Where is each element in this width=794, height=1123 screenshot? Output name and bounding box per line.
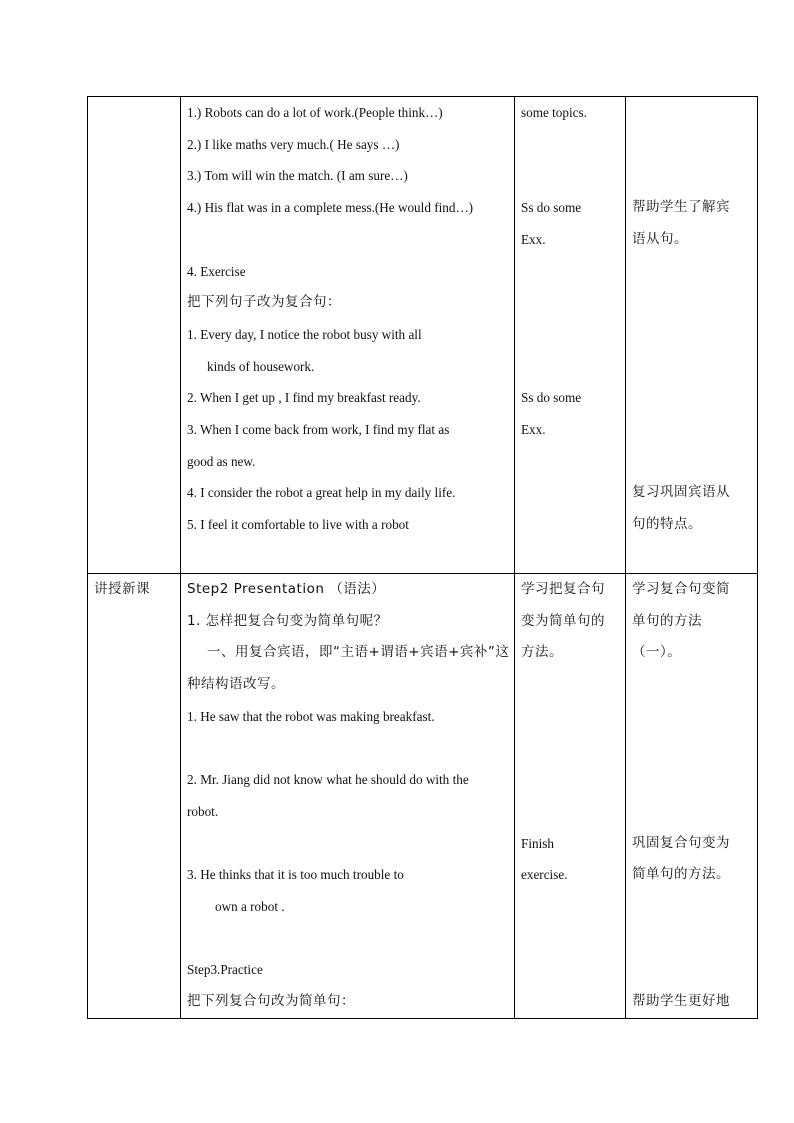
content-line: 2. Mr. Jiang did not know what he should do with the <box>187 772 469 788</box>
activity-line <box>521 319 619 351</box>
content-line: robot. <box>187 803 219 819</box>
purpose-line <box>632 255 751 287</box>
purpose-line <box>632 160 751 192</box>
content-line: 5. I feel it comfortable to live with a robot <box>187 517 409 533</box>
activity-line <box>521 732 619 764</box>
stage-cell <box>88 97 181 574</box>
purpose-line <box>632 129 751 161</box>
activity-line: Exx. <box>521 421 546 437</box>
activity-line <box>521 701 619 733</box>
purpose-line: 句的特点。 <box>632 515 702 532</box>
content-line: 3. He thinks that it is too much trouble to <box>187 867 404 883</box>
content-line: good as new. <box>187 453 256 469</box>
content-line: 3.) Tom will win the match. (I am sure…) <box>187 168 408 184</box>
purpose-line: 语从句。 <box>632 230 688 247</box>
activity-line: some topics. <box>521 105 587 120</box>
lesson-plan-table <box>87 96 758 1019</box>
purpose-line: 复习巩固宾语从 <box>632 484 730 501</box>
content-line: 3. When I come back from work, I find my flat as <box>187 422 450 438</box>
activity-line: Ss do some <box>521 390 582 406</box>
activity-line: 学习把复合句 <box>521 581 605 597</box>
content-line: 1. 怎样把复合句变为简单句呢？ <box>187 612 388 629</box>
activity-line <box>521 764 619 796</box>
purpose-line: （一）。 <box>632 644 682 661</box>
purpose-line: 简单句的方法。 <box>632 866 730 883</box>
activity-line: 变为简单句的 <box>521 612 605 629</box>
purpose-line: 学习复合句变简 <box>632 581 730 597</box>
purpose-line <box>632 732 751 764</box>
purpose-line <box>632 701 751 733</box>
content-line: 4. Exercise <box>187 263 246 279</box>
purpose-line <box>632 923 751 955</box>
teaching-content-cell <box>181 574 515 1019</box>
activity-line: Ss do some <box>521 200 582 216</box>
content-line: 1. Every day, I notice the robot busy with all <box>187 326 422 342</box>
content-line <box>187 923 508 955</box>
activity-line: Finish <box>521 835 554 851</box>
purpose-line <box>632 891 751 923</box>
content-line <box>187 828 508 860</box>
teaching-content-cell <box>181 97 515 574</box>
content-line <box>187 224 508 256</box>
stage-label: 讲授新课 <box>94 581 150 597</box>
activity-line <box>521 255 619 287</box>
purpose-line <box>632 954 751 986</box>
activity-line <box>521 129 619 161</box>
content-line <box>187 733 508 765</box>
activity-line <box>521 351 619 383</box>
content-line: 种结构语改写。 <box>187 676 285 693</box>
purpose-line: 帮助学生更好地 <box>632 993 730 1010</box>
activity-line <box>521 796 619 828</box>
purpose-line <box>632 669 751 701</box>
purpose-line <box>632 414 751 446</box>
content-line: 2. When I get up , I find my breakfast ready. <box>187 390 421 406</box>
stage-cell <box>88 574 181 1019</box>
purpose-cell <box>626 574 758 1019</box>
activity-line <box>521 669 619 701</box>
purpose-line <box>632 446 751 478</box>
purpose-line: 巩固复合句变为 <box>632 834 730 851</box>
activity-line: exercise. <box>521 867 568 883</box>
purpose-line: 单句的方法 <box>632 612 702 629</box>
purpose-line <box>632 764 751 796</box>
activity-line <box>521 287 619 319</box>
content-line: 4.) His flat was in a complete mess.(He would find…) <box>187 200 474 216</box>
purpose-line <box>632 351 751 383</box>
activity-line: Exx. <box>521 231 546 247</box>
activity-line <box>521 160 619 192</box>
content-line: 1. He saw that the robot was making breakfast. <box>187 708 435 724</box>
content-line: 4. I consider the robot a great help in my daily life. <box>187 485 456 501</box>
content-line: 把下列句子改为复合句： <box>187 294 341 311</box>
content-line: 1.) Robots can do a lot of work.(People think…) <box>187 105 443 120</box>
content-line: own a robot . <box>215 899 285 914</box>
table-row <box>88 97 758 574</box>
student-activity-cell <box>515 97 626 574</box>
purpose-line <box>632 287 751 319</box>
purpose-line <box>632 796 751 828</box>
activity-line: 方法。 <box>521 644 563 661</box>
content-line: Step2 Presentation （语法） <box>187 581 386 597</box>
purpose-line: 帮助学生了解宾 <box>632 199 730 216</box>
student-activity-cell <box>515 574 626 1019</box>
content-line: 把下列复合句改为简单句： <box>187 993 355 1010</box>
content-line: 2.) I like maths very much.( He says …) <box>187 136 400 152</box>
content-line: 一、用复合宾语，即“主语+谓语+宾语+宾补”这 <box>207 644 510 661</box>
table-row <box>88 574 758 1019</box>
purpose-line <box>632 382 751 414</box>
content-line: kinds of housework. <box>207 358 315 374</box>
purpose-line <box>632 319 751 351</box>
content-line: Step3.Practice <box>187 962 263 978</box>
purpose-line <box>632 97 751 129</box>
purpose-cell <box>626 97 758 574</box>
